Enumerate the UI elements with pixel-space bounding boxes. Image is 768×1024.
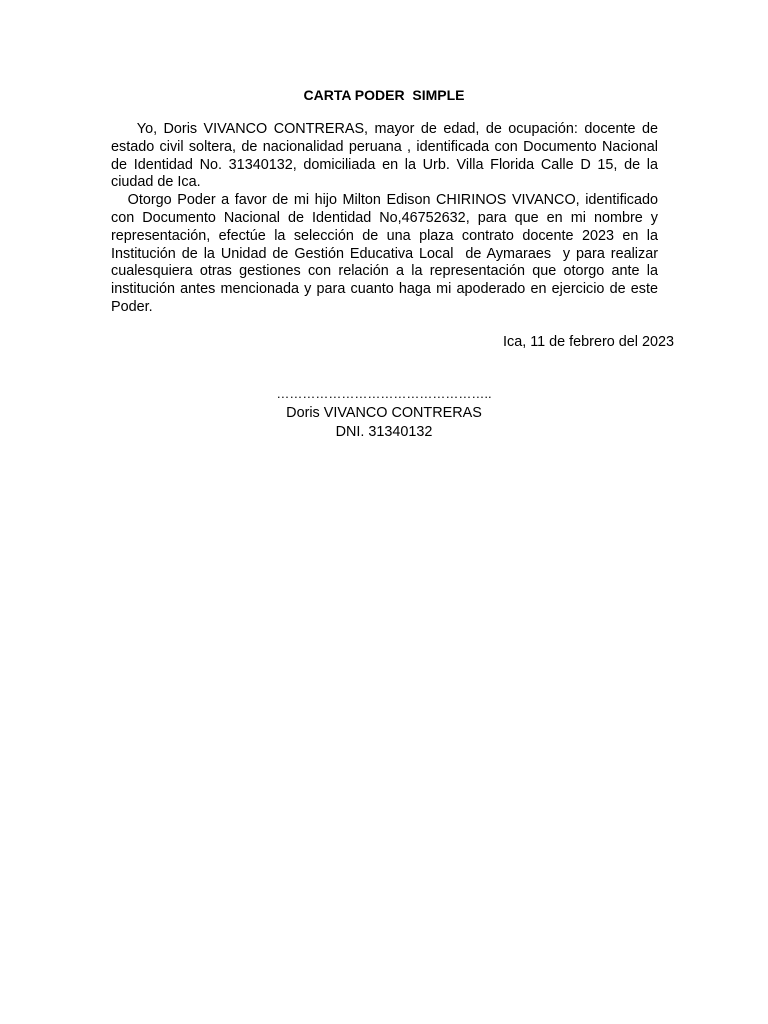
signature-block [0, 386, 768, 442]
document-body [111, 121, 662, 317]
signer-name: Doris VIVANCO CONTRERAS [286, 405, 482, 421]
signer-dni: DNI. 31340132 [335, 424, 433, 440]
signature-line: ………………………………………….. [276, 386, 492, 401]
paragraph-grantor: Yo, Doris VIVANCO CONTRERAS, mayor de edad, de ocupación: docente de estado civil soltera, de nacionalidad peruana , identificada con Documento Nacional de Identidad No. 31340132, domiciliada en la Urb. Villa Florida Calle D 15, de la ciudad de Ica. [111, 121, 662, 191]
paragraph-grant: Otorgo Poder a favor de mi hijo Milton Edison CHIRINOS VIVANCO, identificado con Documento Nacional de Identidad No,46752632, para que en mi nombre y representación, efectúe la selección de una plaza contrato docente 2023 en la Institución de la Unidad de Gestión Educativa Local de Aymaraes y para realizar cualesquiera otras gestiones con relación a la representación que otorgo ante la institución antes mencionada y para cuanto haga mi apoderado en ejercicio de este Poder. [111, 192, 662, 315]
date-line: Ica, 11 de febrero del 2023 [503, 334, 674, 350]
document-title: CARTA PODER SIMPLE [303, 87, 465, 103]
